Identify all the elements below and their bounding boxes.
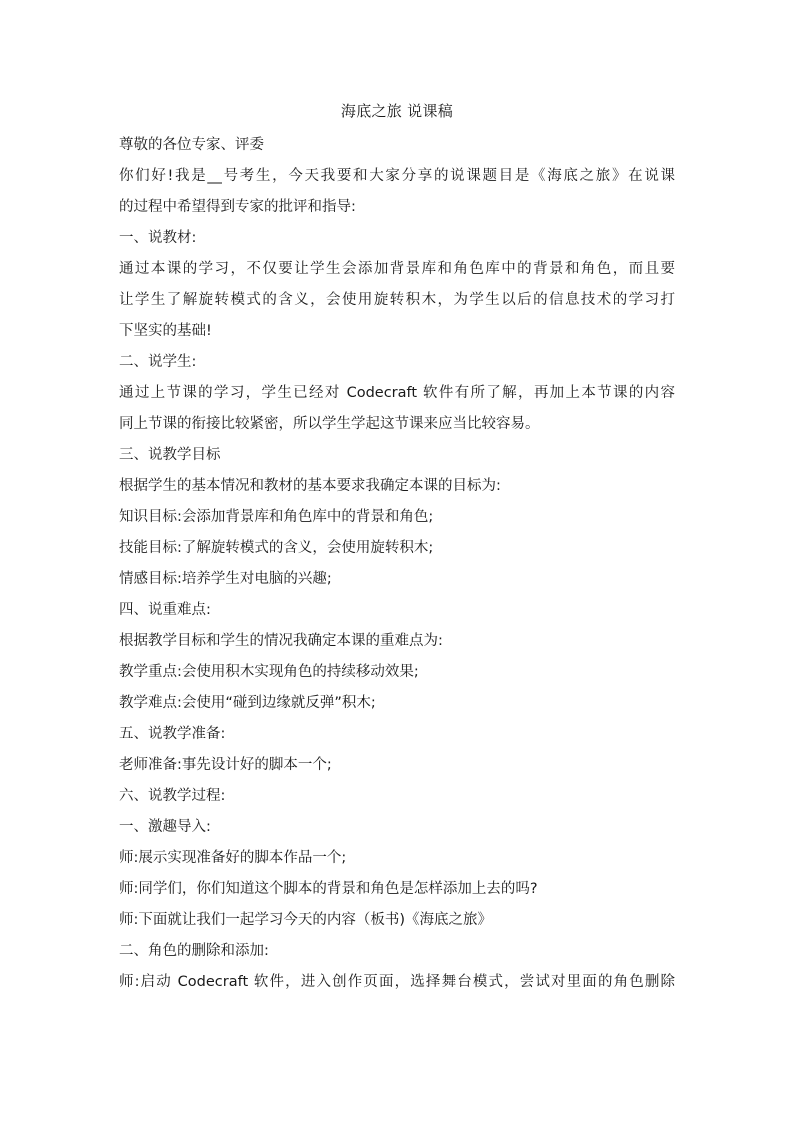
text-line: 根据学生的基本情况和教材的基本要求我确定本课的目标为:	[119, 478, 501, 494]
text-line: 根据教学目标和学生的情况我确定本课的重难点为:	[119, 633, 443, 649]
section-heading-key-points: 四、说重难点:	[119, 602, 211, 618]
section-heading-preparation: 五、说教学准备:	[119, 726, 226, 742]
text-line: 通过上节课的学习，学生已经对 Codecraft 软件有所了解，再加上本节课的内容	[119, 385, 675, 401]
text-line: 下坚实的基础!	[119, 323, 212, 339]
subheading-roles: 二、角色的删除和添加:	[119, 943, 269, 959]
subheading-intro: 一、激趣导入:	[119, 819, 211, 835]
text-line-intro: 你们好!我是__号考生，今天我要和大家分享的说课题目是《海底之旅》在说课	[119, 168, 675, 184]
section-heading-textbook: 一、说教材:	[119, 230, 197, 246]
document-title: 海底之旅 说课稿	[340, 102, 454, 120]
text-line-key-point: 教学重点:会使用积木实现角色的持续移动效果;	[119, 664, 419, 680]
text-line: 师:下面就让我们一起学习今天的内容（板书)《海底之旅》	[119, 912, 493, 928]
text-line-teacher-prep: 老师准备:事先设计好的脚本一个;	[119, 757, 332, 773]
text-line-skill-goal: 技能目标:了解旋转模式的含义，会使用旋转积木;	[119, 540, 434, 556]
section-heading-objectives: 三、说教学目标	[119, 447, 221, 463]
document-body	[119, 130, 675, 998]
text-line: 通过本课的学习，不仅要让学生会添加背景库和角色库中的背景和角色，而且要	[119, 261, 675, 277]
text-line-difficult-point: 教学难点:会使用“碰到边缘就反弹”积木;	[119, 695, 376, 711]
text-line-intro-cont: 的过程中希望得到专家的批评和指导:	[119, 199, 356, 215]
section-heading-process: 六、说教学过程:	[119, 788, 226, 804]
text-line: 师:展示实现准备好的脚本作品一个;	[119, 850, 347, 866]
text-line-greeting: 尊敬的各位专家、评委	[119, 137, 264, 153]
text-line: 让学生了解旋转模式的含义，会使用旋转积木，为学生以后的信息技术的学习打	[119, 292, 675, 308]
text-line-knowledge-goal: 知识目标:会添加背景库和角色库中的背景和角色;	[119, 509, 434, 525]
text-line: 同上节课的衔接比较紧密，所以学生学起这节课来应当比较容易。	[119, 416, 540, 432]
section-heading-students: 二、说学生:	[119, 354, 197, 370]
text-line-emotion-goal: 情感目标:培养学生对电脑的兴趣;	[119, 571, 332, 587]
text-line: 师:启动 Codecraft 软件，进入创作页面，选择舞台模式，尝试对里面的角色删除	[119, 974, 675, 990]
text-line: 师:同学们，你们知道这个脚本的背景和角色是怎样添加上去的吗?	[119, 881, 538, 897]
